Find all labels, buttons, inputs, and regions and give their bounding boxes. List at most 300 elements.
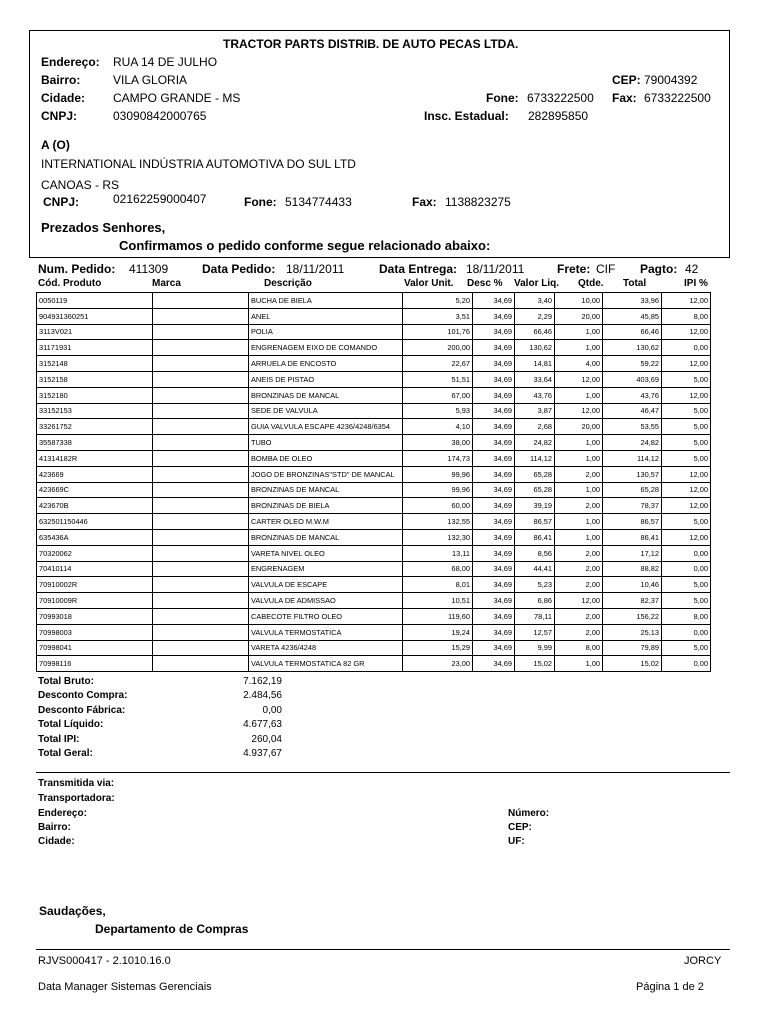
item-quantity: 2,00: [555, 466, 603, 482]
item-code: 70998116: [37, 656, 153, 672]
total-label: Total Bruto:: [38, 676, 94, 687]
closing-dept: Departamento de Compras: [95, 922, 249, 936]
item-total: 59,22: [603, 356, 662, 372]
table-row: [37, 387, 711, 403]
item-code: 635436A: [37, 529, 153, 545]
item-quantity: 4,00: [555, 356, 603, 372]
item-quantity: 1,00: [555, 482, 603, 498]
total-value: 260,04: [251, 733, 282, 745]
item-net-price: 44,41: [515, 561, 555, 577]
table-row: [37, 640, 711, 656]
item-ipi: 5,00: [662, 419, 711, 435]
col-qtde: Qtde.: [578, 278, 604, 289]
item-net-price: 86,41: [515, 529, 555, 545]
item-unit-price: 174,73: [403, 450, 473, 466]
item-brand: [153, 545, 249, 561]
item-ipi: 5,00: [662, 435, 711, 451]
item-ipi: 8,00: [662, 308, 711, 324]
item-unit-price: 60,00: [403, 498, 473, 514]
item-description: BRONZINAS DE MANCAL: [249, 482, 403, 498]
item-discount: 34,69: [473, 514, 515, 530]
item-code: 70910002R: [37, 577, 153, 593]
item-unit-price: 23,00: [403, 656, 473, 672]
item-brand: [153, 419, 249, 435]
col-desc: Desc %: [467, 278, 503, 289]
item-discount: 34,69: [473, 324, 515, 340]
shipping-cep: CEP:: [508, 822, 532, 833]
item-quantity: 2,00: [555, 498, 603, 514]
item-description: CARTER OLEO M.W.M: [249, 514, 403, 530]
order-freight: CIF: [596, 262, 616, 276]
item-description: BRONZINAS DE MANCAL: [249, 387, 403, 403]
recipient-fone-label: Fone:: [244, 195, 277, 209]
item-net-price: 66,46: [515, 324, 555, 340]
item-description: TUBO: [249, 435, 403, 451]
item-unit-price: 132,30: [403, 529, 473, 545]
item-net-price: 3,40: [515, 293, 555, 309]
item-code: 70320062: [37, 545, 153, 561]
supplier-name: TRACTOR PARTS DISTRIB. DE AUTO PECAS LTDA.: [223, 37, 519, 51]
recipient-cnpj-label: CNPJ:: [43, 195, 80, 209]
item-total: 130,57: [603, 466, 662, 482]
table-row: [37, 624, 711, 640]
item-discount: 34,69: [473, 340, 515, 356]
item-quantity: 2,00: [555, 608, 603, 624]
item-brand: [153, 466, 249, 482]
item-description: SEDE DE VALVULA: [249, 403, 403, 419]
item-description: BRONZINAS DE BIELA: [249, 498, 403, 514]
table-row: [37, 577, 711, 593]
total-label: Total Líquido:: [38, 719, 104, 731]
item-quantity: 12,00: [555, 371, 603, 387]
item-quantity: 12,00: [555, 403, 603, 419]
item-ipi: 0,00: [662, 545, 711, 561]
total-value: 0,00: [262, 704, 282, 716]
order-date-label: Data Pedido:: [202, 262, 276, 276]
footer-code: RJVS000417 - 2.1010.16.0: [38, 955, 171, 967]
item-unit-price: 200,00: [403, 340, 473, 356]
item-brand: [153, 498, 249, 514]
item-quantity: 1,00: [555, 656, 603, 672]
item-unit-price: 68,00: [403, 561, 473, 577]
table-row: [37, 340, 711, 356]
supplier-bairro-label: Bairro:: [41, 73, 81, 87]
item-ipi: 5,00: [662, 640, 711, 656]
item-ipi: 5,00: [662, 450, 711, 466]
item-total: 65,28: [603, 482, 662, 498]
item-discount: 34,69: [473, 640, 515, 656]
item-unit-price: 19,24: [403, 624, 473, 640]
item-discount: 34,69: [473, 561, 515, 577]
item-net-price: 78,11: [515, 608, 555, 624]
table-row: [37, 482, 711, 498]
item-code: 31171931: [37, 340, 153, 356]
col-total: Total: [623, 278, 647, 289]
item-description: BOMBA DE OLEO: [249, 450, 403, 466]
recipient-fax-label: Fax:: [412, 195, 437, 209]
item-total: 66,46: [603, 324, 662, 340]
order-payment-label: Pagto:: [640, 262, 678, 276]
supplier-cidade: CAMPO GRANDE - MS: [113, 91, 241, 105]
footer-user: JORCY: [684, 955, 722, 967]
item-net-price: 6,86: [515, 593, 555, 609]
item-code: 423669C: [37, 482, 153, 498]
item-brand: [153, 450, 249, 466]
table-row: [37, 419, 711, 435]
item-quantity: 20,00: [555, 308, 603, 324]
item-unit-price: 13,11: [403, 545, 473, 561]
item-ipi: 0,00: [662, 656, 711, 672]
item-discount: 34,69: [473, 466, 515, 482]
item-ipi: 12,00: [662, 324, 711, 340]
item-code: 3113V021: [37, 324, 153, 340]
supplier-cidade-label: Cidade:: [41, 91, 86, 105]
item-unit-price: 15,29: [403, 640, 473, 656]
supplier-cep-label: CEP:: [612, 73, 641, 87]
item-code: 0050119: [37, 293, 153, 309]
supplier-insc: 282895850: [528, 109, 589, 123]
item-description: ENGRENAGEM EIXO DE COMANDO: [249, 340, 403, 356]
table-row: [37, 561, 711, 577]
col-descricao: Descrição: [264, 278, 312, 289]
col-cod: Cód. Produto: [38, 278, 102, 289]
supplier-endereco-label: Endereço:: [41, 55, 100, 69]
shipping-transportadora: Transportadora:: [38, 793, 115, 804]
item-ipi: 5,00: [662, 371, 711, 387]
order-delivery: 18/11/2011: [466, 262, 525, 276]
item-ipi: 12,00: [662, 498, 711, 514]
footer-company: Data Manager Sistemas Gerenciais: [38, 981, 212, 993]
item-ipi: 12,00: [662, 529, 711, 545]
supplier-insc-label: Insc. Estadual:: [424, 109, 509, 123]
item-quantity: 12,00: [555, 593, 603, 609]
item-discount: 34,69: [473, 450, 515, 466]
confirm-text: Confirmamos o pedido conforme segue relacionado abaixo:: [119, 238, 491, 253]
item-brand: [153, 435, 249, 451]
item-brand: [153, 577, 249, 593]
total-value: 2.484,56: [243, 690, 282, 702]
table-row: [37, 356, 711, 372]
item-discount: 34,69: [473, 624, 515, 640]
item-quantity: 2,00: [555, 577, 603, 593]
total-value: 4.937,67: [243, 748, 282, 759]
item-quantity: 1,00: [555, 450, 603, 466]
item-unit-price: 5,20: [403, 293, 473, 309]
footer-page: Página 1 de 2: [636, 981, 704, 993]
table-row: [37, 308, 711, 324]
item-net-price: 24,82: [515, 435, 555, 451]
col-marca: Marca: [152, 278, 181, 289]
item-quantity: 2,00: [555, 561, 603, 577]
item-description: ANEIS DE PISTAO: [249, 371, 403, 387]
item-discount: 34,69: [473, 308, 515, 324]
item-quantity: 20,00: [555, 419, 603, 435]
item-code: 35587338: [37, 435, 153, 451]
item-unit-price: 67,00: [403, 387, 473, 403]
table-row: [37, 450, 711, 466]
item-unit-price: 132,55: [403, 514, 473, 530]
item-brand: [153, 608, 249, 624]
item-unit-price: 4,10: [403, 419, 473, 435]
item-quantity: 2,00: [555, 545, 603, 561]
order-date: 18/11/2011: [286, 262, 345, 276]
supplier-fax: 6733222500: [644, 91, 711, 105]
recipient-name: INTERNATIONAL INDÚSTRIA AUTOMOTIVA DO SUL LTD: [41, 157, 356, 171]
item-code: 70998041: [37, 640, 153, 656]
table-row: [37, 293, 711, 309]
item-discount: 34,69: [473, 435, 515, 451]
item-ipi: 8,00: [662, 608, 711, 624]
items-table: [36, 292, 711, 672]
item-brand: [153, 640, 249, 656]
item-total: 33,96: [603, 293, 662, 309]
greeting: Prezados Senhores,: [41, 220, 166, 235]
item-description: VALVULA TERMOSTATICA: [249, 624, 403, 640]
col-valor-unit: Valor Unit.: [404, 278, 454, 289]
table-row: [37, 466, 711, 482]
item-net-price: 43,76: [515, 387, 555, 403]
item-code: 70410114: [37, 561, 153, 577]
item-total: 10,46: [603, 577, 662, 593]
item-code: 70998003: [37, 624, 153, 640]
item-description: VALVULA DE ESCAPE: [249, 577, 403, 593]
item-net-price: 65,28: [515, 482, 555, 498]
table-row: [37, 324, 711, 340]
item-brand: [153, 624, 249, 640]
item-code: 70910009R: [37, 593, 153, 609]
recipient-fone: 5134774433: [285, 195, 352, 209]
item-net-price: 14,81: [515, 356, 555, 372]
table-row: [37, 656, 711, 672]
item-quantity: 1,00: [555, 529, 603, 545]
item-quantity: 1,00: [555, 435, 603, 451]
item-total: 46,47: [603, 403, 662, 419]
total-value: 4.677,63: [243, 719, 282, 731]
table-row: [37, 435, 711, 451]
item-discount: 34,69: [473, 482, 515, 498]
item-discount: 34,69: [473, 545, 515, 561]
item-description: BRONZINAS DE MANCAL: [249, 529, 403, 545]
item-brand: [153, 356, 249, 372]
table-row: [37, 498, 711, 514]
closing-saudacoes: Saudações,: [39, 904, 106, 918]
item-total: 156,22: [603, 608, 662, 624]
item-brand: [153, 293, 249, 309]
item-ipi: 0,00: [662, 561, 711, 577]
table-row: [37, 371, 711, 387]
item-unit-price: 8,01: [403, 577, 473, 593]
item-code: 632501150446: [37, 514, 153, 530]
item-quantity: 10,00: [555, 293, 603, 309]
item-description: POLIA: [249, 324, 403, 340]
item-ipi: 5,00: [662, 577, 711, 593]
item-total: 86,41: [603, 529, 662, 545]
item-total: 15,02: [603, 656, 662, 672]
item-net-price: 86,57: [515, 514, 555, 530]
item-code: 423670B: [37, 498, 153, 514]
item-ipi: 12,00: [662, 356, 711, 372]
item-ipi: 0,00: [662, 340, 711, 356]
item-quantity: 1,00: [555, 340, 603, 356]
shipping-uf: UF:: [508, 836, 525, 847]
item-total: 43,76: [603, 387, 662, 403]
footer-line: [36, 949, 730, 950]
shipping-transmitida: Transmitida via:: [38, 778, 115, 789]
shipping-bairro: Bairro:: [38, 822, 71, 833]
item-ipi: 5,00: [662, 514, 711, 530]
order-delivery-label: Data Entrega:: [379, 262, 458, 276]
item-net-price: 2,29: [515, 308, 555, 324]
total-label: Total IPI:: [38, 733, 80, 745]
item-net-price: 5,23: [515, 577, 555, 593]
item-ipi: 12,00: [662, 482, 711, 498]
item-discount: 34,69: [473, 529, 515, 545]
table-row: [37, 608, 711, 624]
order-freight-label: Frete:: [557, 262, 591, 276]
item-unit-price: 5,93: [403, 403, 473, 419]
separator-line: [36, 772, 730, 773]
item-discount: 34,69: [473, 371, 515, 387]
item-discount: 34,69: [473, 577, 515, 593]
col-ipi: IPI %: [684, 278, 708, 289]
item-quantity: 1,00: [555, 387, 603, 403]
item-description: ENGRENAGEM: [249, 561, 403, 577]
item-ipi: 12,00: [662, 293, 711, 309]
item-discount: 34,69: [473, 608, 515, 624]
item-unit-price: 99,96: [403, 482, 473, 498]
item-total: 114,12: [603, 450, 662, 466]
item-ipi: 0,00: [662, 624, 711, 640]
item-ipi: 12,00: [662, 466, 711, 482]
item-total: 403,69: [603, 371, 662, 387]
shipping-numero: Número:: [508, 808, 550, 819]
item-description: ARRUELA DE ENCOSTO: [249, 356, 403, 372]
item-description: VARETA 4236/4248: [249, 640, 403, 656]
table-row: [37, 403, 711, 419]
item-description: ANEL: [249, 308, 403, 324]
item-unit-price: 10,51: [403, 593, 473, 609]
recipient-fax: 1138823275: [445, 195, 511, 209]
table-row: [37, 529, 711, 545]
item-description: VALVULA DE ADMISSAO: [249, 593, 403, 609]
item-brand: [153, 340, 249, 356]
item-ipi: 5,00: [662, 403, 711, 419]
recipient-city: CANOAS - RS: [41, 178, 120, 192]
table-row: [37, 545, 711, 561]
item-brand: [153, 387, 249, 403]
item-discount: 34,69: [473, 419, 515, 435]
item-unit-price: 3,51: [403, 308, 473, 324]
item-net-price: 2,68: [515, 419, 555, 435]
item-description: CABECOTE FILTRO OLEO: [249, 608, 403, 624]
item-net-price: 114,12: [515, 450, 555, 466]
item-code: 423669: [37, 466, 153, 482]
item-ipi: 12,00: [662, 387, 711, 403]
item-discount: 34,69: [473, 403, 515, 419]
item-unit-price: 99,96: [403, 466, 473, 482]
item-net-price: 65,28: [515, 466, 555, 482]
item-unit-price: 119,60: [403, 608, 473, 624]
order-num-label: Num. Pedido:: [38, 262, 116, 276]
item-code: 904931360251: [37, 308, 153, 324]
item-quantity: 2,00: [555, 624, 603, 640]
item-total: 82,37: [603, 593, 662, 609]
item-description: JOGO DE BRONZINAS"STD" DE MANCAL: [249, 466, 403, 482]
item-discount: 34,69: [473, 293, 515, 309]
item-total: 17,12: [603, 545, 662, 561]
item-description: GUIA VALVULA ESCAPE 4236/4248/6354: [249, 419, 403, 435]
item-net-price: 130,62: [515, 340, 555, 356]
supplier-bairro: VILA GLORIA: [113, 73, 188, 87]
item-unit-price: 51,51: [403, 371, 473, 387]
item-brand: [153, 529, 249, 545]
item-code: 3152148: [37, 356, 153, 372]
item-net-price: 15,02: [515, 656, 555, 672]
item-brand: [153, 324, 249, 340]
item-discount: 34,69: [473, 387, 515, 403]
item-code: 3152158: [37, 371, 153, 387]
item-description: VARETA NIVEL OLEO: [249, 545, 403, 561]
item-total: 78,37: [603, 498, 662, 514]
item-brand: [153, 308, 249, 324]
col-valor-liq: Valor Liq.: [514, 278, 560, 289]
item-description: BUCHA DE BIELA: [249, 293, 403, 309]
total-label: Desconto Fábrica:: [38, 704, 126, 716]
item-brand: [153, 371, 249, 387]
recipient-label: A (O): [41, 138, 70, 152]
supplier-cep: 79004392: [644, 73, 698, 87]
item-code: 3152180: [37, 387, 153, 403]
item-total: 79,89: [603, 640, 662, 656]
total-label: Desconto Compra:: [38, 690, 128, 702]
item-brand: [153, 514, 249, 530]
order-num: 411309: [129, 262, 169, 276]
recipient-cnpj: 02162259000407: [113, 192, 207, 206]
shipping-endereco: Endereço:: [38, 808, 87, 819]
total-label: Total Geral:: [38, 748, 93, 759]
item-net-price: 8,56: [515, 545, 555, 561]
item-discount: 34,69: [473, 593, 515, 609]
shipping-cidade: Cidade:: [38, 836, 75, 847]
table-row: [37, 593, 711, 609]
item-brand: [153, 656, 249, 672]
item-code: 70993018: [37, 608, 153, 624]
item-total: 45,85: [603, 308, 662, 324]
item-brand: [153, 593, 249, 609]
item-net-price: 9,99: [515, 640, 555, 656]
item-code: 33261752: [37, 419, 153, 435]
item-total: 88,82: [603, 561, 662, 577]
item-discount: 34,69: [473, 656, 515, 672]
item-unit-price: 22,67: [403, 356, 473, 372]
item-total: 25,13: [603, 624, 662, 640]
supplier-cnpj-label: CNPJ:: [41, 109, 78, 123]
item-total: 53,55: [603, 419, 662, 435]
item-total: 130,62: [603, 340, 662, 356]
item-brand: [153, 482, 249, 498]
item-code: 33152153: [37, 403, 153, 419]
table-row: [37, 514, 711, 530]
item-quantity: 1,00: [555, 324, 603, 340]
item-quantity: 1,00: [555, 514, 603, 530]
supplier-fone-label: Fone:: [486, 91, 519, 105]
item-unit-price: 38,00: [403, 435, 473, 451]
item-net-price: 3,87: [515, 403, 555, 419]
item-net-price: 33,64: [515, 371, 555, 387]
item-total: 86,57: [603, 514, 662, 530]
supplier-endereco: RUA 14 DE JULHO: [113, 55, 218, 69]
item-description: VALVULA TERMOSTATICA 82 GR: [249, 656, 403, 672]
